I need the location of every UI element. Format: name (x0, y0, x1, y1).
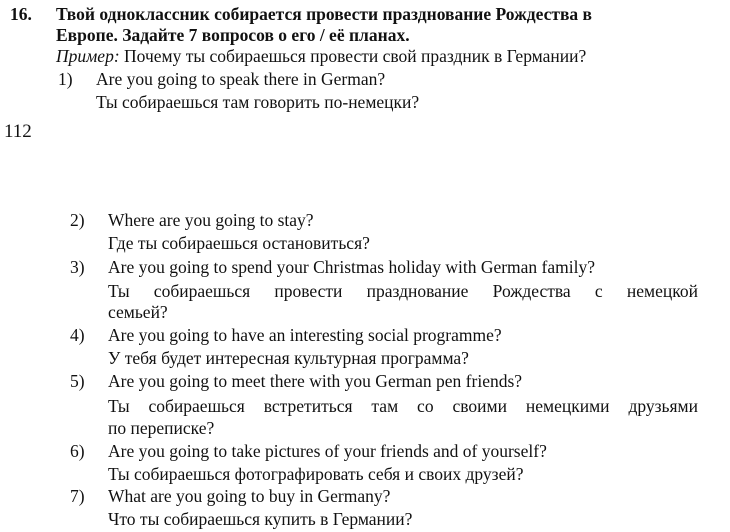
item-3-number: 3) (70, 257, 85, 277)
item-7-russian: Что ты собираешься купить в Германии? (108, 509, 413, 529)
example-text: Почему ты собираешься провести свой праздник в Германии? (124, 46, 587, 66)
item-2-number: 2) (70, 210, 85, 230)
item-2-english: Where are you going to stay? (108, 210, 314, 230)
item-4-english: Are you going to have an interesting social programme? (108, 325, 502, 345)
exercise-number: 16. (10, 4, 32, 24)
item-6-number: 6) (70, 441, 85, 461)
item-4-number: 4) (70, 325, 85, 345)
item-3-russian-line-1: Ты собираешься провести празднование Рождества с немецкой (108, 281, 698, 301)
item-3-russian-line-2: семьей? (108, 302, 168, 322)
item-5-russian-line-2: по переписке? (108, 418, 215, 438)
example-label: Пример: (56, 46, 120, 66)
item-6-russian: Ты собираешься фотографировать себя и своих друзей? (108, 464, 524, 484)
item-6-english: Are you going to take pictures of your friends and of yourself? (108, 441, 547, 461)
item-1-english: Are you going to speak there in German? (96, 69, 386, 89)
exercise-task-line-1: Твой одноклассник собирается провести празднование Рождества в (56, 4, 593, 24)
item-7-english: What are you going to buy in Germany? (108, 486, 391, 506)
item-3-english: Are you going to spend your Christmas holiday with German family? (108, 257, 596, 277)
item-4-russian: У тебя будет интересная культурная программа? (108, 348, 469, 368)
item-2-russian: Где ты собираешься остановиться? (108, 233, 370, 253)
item-5-russian-line-1: Ты собираешься встретиться там со своими немецкими друзьями (108, 396, 698, 416)
page-number: 112 (4, 121, 32, 142)
exercise-task-line-2: Европе. Задайте 7 вопросов о его / её планах. (56, 25, 410, 45)
item-7-number: 7) (70, 486, 85, 506)
item-5-number: 5) (70, 371, 85, 391)
item-1-russian: Ты собираешься там говорить по-немецки? (96, 92, 420, 112)
item-1-number: 1) (58, 69, 73, 89)
example-line (56, 46, 586, 66)
item-5-english: Are you going to meet there with you German pen friends? (108, 371, 523, 391)
